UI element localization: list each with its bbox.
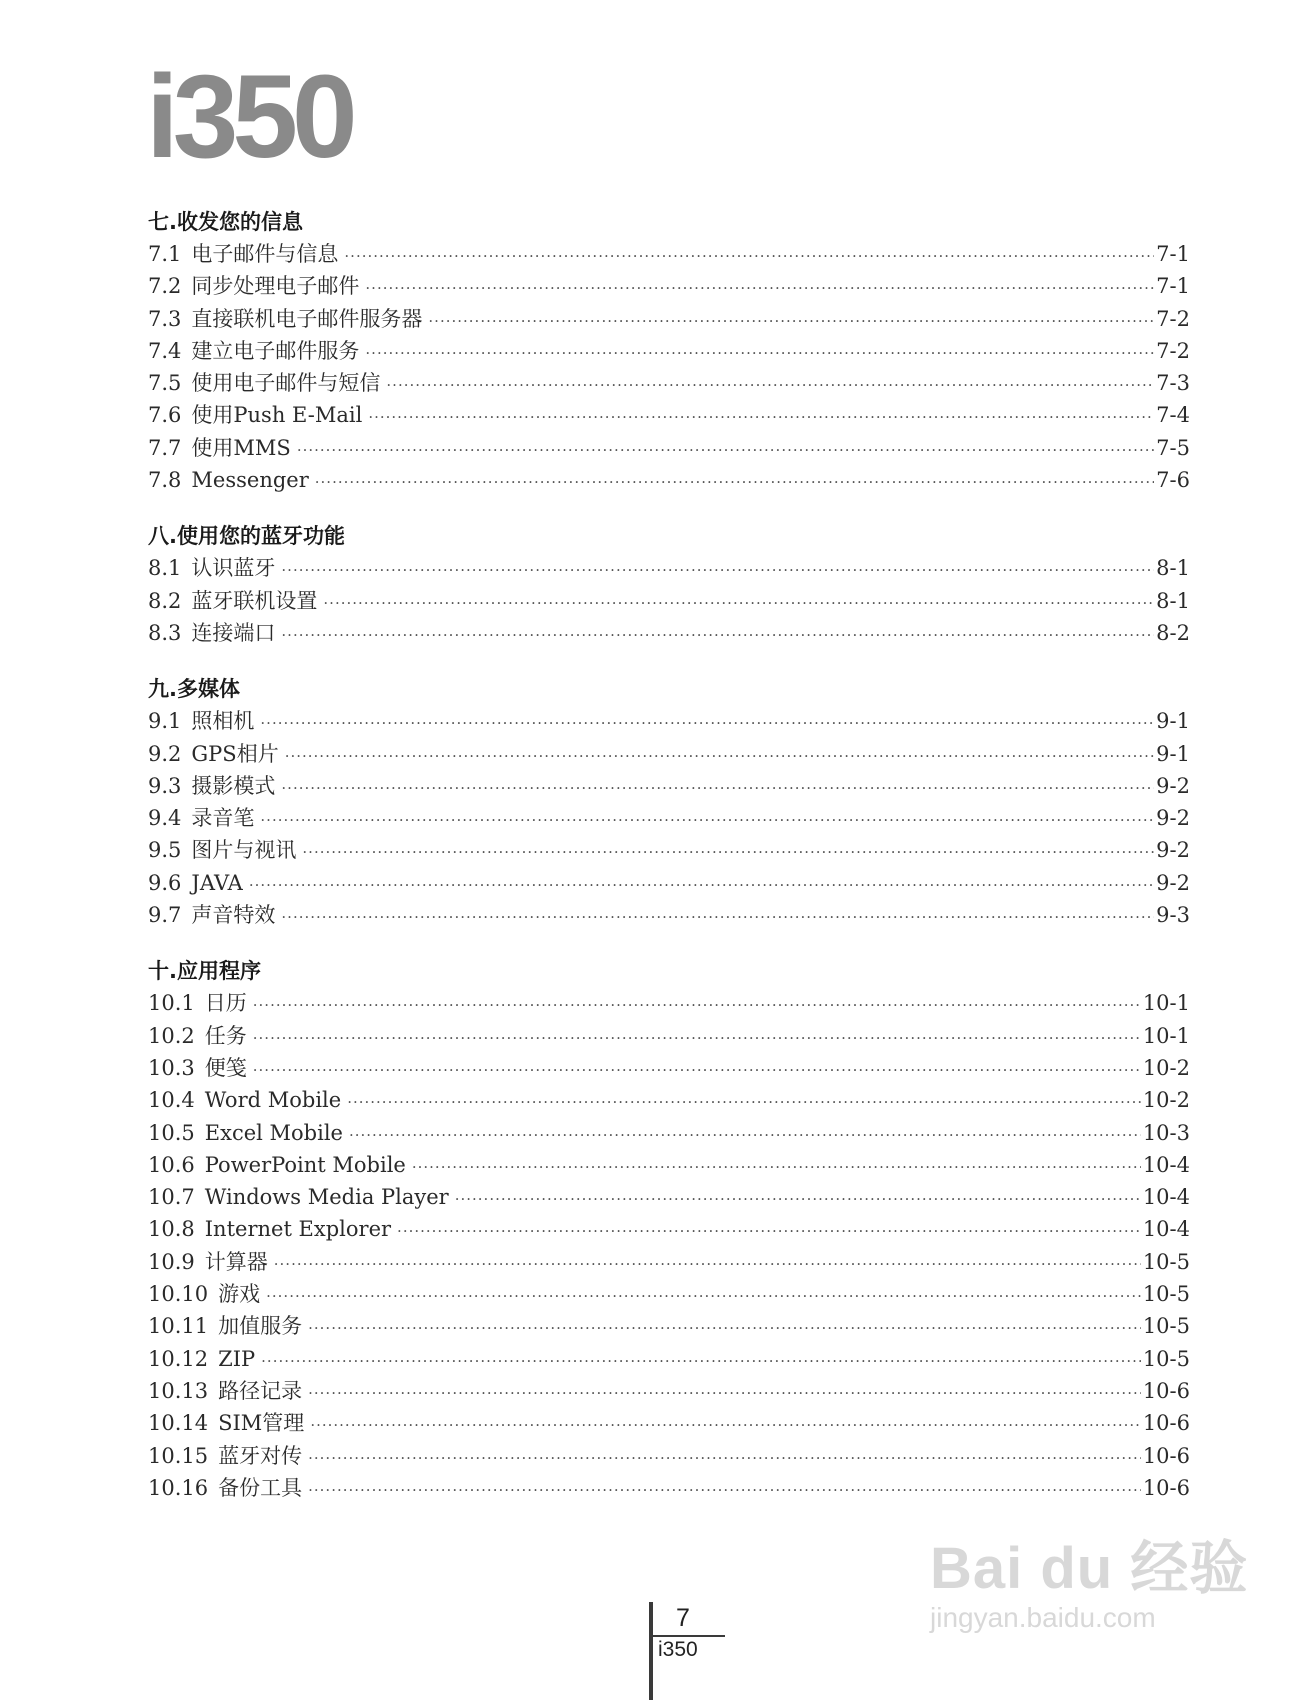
toc-entry-page: 10-5 (1142, 1314, 1190, 1339)
toc-entry-page: 9-2 (1156, 773, 1190, 798)
dot-leader (365, 337, 1154, 369)
toc-entry-number: 9.7 (148, 903, 182, 928)
toc-entry-title: 认识蓝牙 (191, 556, 276, 581)
toc-entry[interactable] (148, 1246, 1190, 1278)
toc-entry-page: 9-2 (1156, 870, 1190, 895)
dot-leader (347, 1086, 1141, 1118)
table-of-contents (148, 206, 1190, 1528)
toc-entry-title: Windows Media Player (204, 1185, 449, 1210)
toc-entry-number: 7.4 (148, 338, 182, 363)
toc-entry-page: 10-5 (1142, 1346, 1190, 1371)
toc-entry-page: 10-6 (1142, 1411, 1190, 1436)
toc-entry-number: 8.1 (148, 556, 182, 581)
dot-leader (323, 587, 1154, 619)
toc-entry[interactable] (148, 1020, 1190, 1052)
toc-entry-title: 建立电子邮件服务 (191, 338, 360, 363)
toc-section (148, 955, 1190, 1504)
toc-entry-title: ZIP (218, 1346, 256, 1371)
footer-model-label: i350 (658, 1638, 698, 1661)
toc-entry-title: 计算器 (204, 1249, 268, 1274)
toc-entry[interactable] (148, 1375, 1190, 1407)
toc-entry-title: 电子邮件与信息 (191, 242, 339, 266)
toc-entry-number: 8.3 (148, 620, 182, 645)
toc-entry[interactable] (148, 552, 1190, 584)
toc-entry-number: 9.6 (148, 870, 182, 895)
section-title: 十.应用程序 (148, 959, 261, 984)
toc-entry-page: 10-1 (1142, 991, 1190, 1016)
toc-entry-number: 10.9 (148, 1249, 195, 1274)
dot-leader (249, 869, 1154, 901)
dot-leader (315, 466, 1154, 498)
toc-entry[interactable] (148, 367, 1190, 399)
toc-entry-number: 10.13 (148, 1378, 209, 1403)
toc-entry-number: 10.2 (148, 1023, 195, 1048)
toc-entry-page: 10-2 (1142, 1088, 1190, 1113)
model-logo: i350 (146, 51, 352, 183)
toc-entry-title: Word Mobile (204, 1088, 342, 1113)
toc-entry-page: 7-2 (1156, 306, 1190, 331)
toc-entry[interactable] (148, 464, 1190, 496)
toc-entry[interactable] (148, 1084, 1190, 1116)
toc-entry-page: 10-5 (1142, 1249, 1190, 1274)
toc-entry-page: 10-3 (1142, 1120, 1190, 1145)
toc-entry-title: PowerPoint Mobile (204, 1152, 406, 1177)
toc-entry-page: 7-5 (1156, 435, 1190, 460)
toc-entry-page: 7-2 (1156, 338, 1190, 363)
dot-leader (266, 1280, 1141, 1312)
dot-leader (281, 554, 1154, 586)
toc-entry[interactable] (148, 1310, 1190, 1342)
toc-entry-number: 10.16 (148, 1475, 209, 1500)
toc-entry-number: 10.5 (148, 1120, 195, 1145)
dot-leader (344, 240, 1154, 272)
dot-leader (412, 1151, 1141, 1183)
toc-entry[interactable] (148, 1052, 1190, 1084)
toc-entry-title: 日历 (204, 991, 247, 1016)
dot-leader (308, 1312, 1141, 1344)
dot-leader (285, 740, 1154, 772)
toc-entry[interactable] (148, 432, 1190, 464)
toc-entry-page: 10-4 (1142, 1217, 1190, 1242)
toc-entry[interactable] (148, 1213, 1190, 1245)
toc-entry[interactable] (148, 1407, 1190, 1439)
toc-entry-number: 9.3 (148, 773, 182, 798)
toc-entry-title: 直接联机电子邮件服务器 (191, 306, 423, 331)
toc-entry-page: 10-6 (1142, 1475, 1190, 1500)
dot-leader (308, 1442, 1141, 1474)
toc-section (148, 206, 1190, 496)
toc-entry[interactable] (148, 738, 1190, 770)
toc-entry-title: Internet Explorer (204, 1217, 392, 1242)
toc-entry-number: 7.6 (148, 403, 182, 428)
toc-entry[interactable] (148, 1472, 1190, 1504)
toc-entry-page: 8-1 (1156, 556, 1190, 581)
dot-leader (386, 369, 1154, 401)
toc-entry-page: 9-2 (1156, 806, 1190, 831)
toc-entry-page: 9-1 (1156, 709, 1190, 734)
toc-entry-number: 7.7 (148, 435, 182, 460)
toc-entry-title: 路径记录 (218, 1378, 303, 1403)
toc-entry-number: 10.3 (148, 1055, 195, 1080)
toc-entry[interactable] (148, 238, 1190, 270)
toc-entry[interactable] (148, 303, 1190, 335)
dot-leader (455, 1183, 1141, 1215)
toc-entry-page: 9-1 (1156, 741, 1190, 766)
toc-entry-title: SIM管理 (218, 1411, 305, 1436)
toc-entry-page: 7-6 (1156, 468, 1190, 493)
dot-leader (297, 434, 1154, 466)
toc-entry-page: 9-2 (1156, 838, 1190, 863)
toc-entry-number: 9.4 (148, 806, 182, 831)
dot-leader (253, 1022, 1141, 1054)
toc-entry-title: Excel Mobile (204, 1120, 343, 1145)
toc-entry-page: 10-5 (1142, 1282, 1190, 1307)
toc-entry[interactable] (148, 1117, 1190, 1149)
toc-entry[interactable] (148, 899, 1190, 931)
toc-entry-title: 图片与视讯 (191, 838, 297, 863)
toc-entry-page: 7-3 (1156, 371, 1190, 396)
toc-entry-number: 10.11 (148, 1314, 209, 1339)
toc-entry-page: 7-1 (1156, 274, 1190, 299)
dot-leader (261, 1345, 1141, 1377)
toc-entry-number: 10.7 (148, 1185, 195, 1210)
toc-entry[interactable] (148, 802, 1190, 834)
toc-entry-page: 10-4 (1142, 1152, 1190, 1177)
toc-entry-number: 10.4 (148, 1088, 195, 1113)
toc-entry[interactable] (148, 834, 1190, 866)
toc-entry-number: 9.2 (148, 741, 182, 766)
toc-entry-title: 录音笔 (191, 806, 255, 831)
toc-entry-number: 8.2 (148, 588, 182, 613)
toc-entry-number: 7.3 (148, 306, 182, 331)
toc-entry[interactable] (148, 585, 1190, 617)
dot-leader (274, 1248, 1141, 1280)
toc-entry-number: 9.1 (148, 709, 182, 734)
toc-section (148, 673, 1190, 931)
toc-entry-number: 10.10 (148, 1282, 209, 1307)
toc-entry[interactable] (148, 867, 1190, 899)
toc-entry[interactable] (148, 1149, 1190, 1181)
section-title: 七.收发您的信息 (148, 210, 303, 234)
toc-entry-title: 摄影模式 (191, 773, 276, 798)
section-title: 九.多媒体 (148, 677, 240, 702)
toc-entry-number: 10.6 (148, 1152, 195, 1177)
toc-entry[interactable] (148, 1181, 1190, 1213)
dot-leader (349, 1119, 1141, 1151)
dot-leader (281, 901, 1154, 933)
toc-entry-title: 使用MMS (191, 435, 291, 460)
dot-leader (253, 1054, 1141, 1086)
toc-entry-title: 照相机 (191, 709, 255, 734)
toc-entry-page: 10-6 (1142, 1378, 1190, 1403)
toc-entry[interactable] (148, 399, 1190, 431)
toc-entry-title: 同步处理电子邮件 (191, 274, 360, 299)
toc-entry-number: 10.12 (148, 1346, 209, 1371)
footer-divider-horizontal (653, 1635, 725, 1637)
toc-entry-title: 蓝牙联机设置 (191, 588, 318, 613)
dot-leader (253, 989, 1141, 1021)
toc-entry-number: 9.5 (148, 838, 182, 863)
toc-entry[interactable] (148, 987, 1190, 1019)
toc-entry-title: 游戏 (218, 1282, 261, 1307)
toc-entry-title: 蓝牙对传 (218, 1443, 303, 1468)
watermark-brand: Bai du 经验 (930, 1536, 1249, 1601)
watermark-url: jingyan.baidu.com (930, 1602, 1156, 1633)
toc-entry-title: 任务 (204, 1023, 247, 1048)
toc-entry-title: 使用Push E-Mail (191, 403, 363, 428)
toc-entry-title: 使用电子邮件与短信 (191, 371, 381, 396)
dot-leader (281, 619, 1154, 651)
toc-entry-page: 7-1 (1156, 242, 1190, 266)
toc-entry-title: 加值服务 (218, 1314, 303, 1339)
toc-entry[interactable] (148, 270, 1190, 302)
toc-entry-title: 声音特效 (191, 903, 276, 928)
toc-entry-number: 7.5 (148, 371, 182, 396)
toc-entry[interactable] (148, 335, 1190, 367)
toc-entry-page: 10-4 (1142, 1185, 1190, 1210)
toc-entry[interactable] (148, 1278, 1190, 1310)
dot-leader (368, 401, 1154, 433)
toc-entry-number: 10.8 (148, 1217, 195, 1242)
toc-entry[interactable] (148, 1343, 1190, 1375)
toc-entry-page: 10-1 (1142, 1023, 1190, 1048)
toc-entry-number: 10.15 (148, 1443, 209, 1468)
toc-entry-page: 8-1 (1156, 588, 1190, 613)
section-title: 八.使用您的蓝牙功能 (148, 524, 345, 549)
toc-entry-page: 8-2 (1156, 620, 1190, 645)
toc-entry-number: 7.2 (148, 274, 182, 299)
dot-leader (308, 1474, 1141, 1506)
toc-entry[interactable] (148, 617, 1190, 649)
dot-leader (310, 1409, 1141, 1441)
dot-leader (308, 1377, 1141, 1409)
toc-entry-title: 便笺 (204, 1055, 247, 1080)
toc-entry-number: 7.8 (148, 468, 182, 493)
toc-entry-page: 10-6 (1142, 1443, 1190, 1468)
baidu-watermark (930, 1536, 1249, 1634)
dot-leader (365, 272, 1154, 304)
toc-entry-title: 备份工具 (218, 1475, 303, 1500)
toc-entry-page: 9-3 (1156, 903, 1190, 928)
dot-leader (397, 1215, 1141, 1247)
footer-page-number: 7 (676, 1604, 690, 1632)
toc-entry-number: 10.14 (148, 1411, 209, 1436)
toc-section (148, 520, 1190, 649)
toc-entry-page: 7-4 (1156, 403, 1190, 428)
dot-leader (260, 707, 1154, 739)
toc-entry-number: 10.1 (148, 991, 195, 1016)
toc-entry[interactable] (148, 770, 1190, 802)
dot-leader (302, 836, 1154, 868)
toc-entry-page: 10-2 (1142, 1055, 1190, 1080)
toc-entry-number: 7.1 (148, 242, 182, 266)
toc-entry-title: JAVA (191, 870, 243, 895)
footer-divider-vertical (649, 1602, 653, 1700)
toc-entry-title: 连接端口 (191, 620, 276, 645)
toc-entry-title: GPS相片 (191, 741, 279, 766)
toc-entry[interactable] (148, 705, 1190, 737)
toc-entry[interactable] (148, 1440, 1190, 1472)
dot-leader (260, 804, 1154, 836)
dot-leader (281, 772, 1154, 804)
dot-leader (428, 305, 1154, 337)
toc-entry-title: Messenger (191, 468, 309, 493)
